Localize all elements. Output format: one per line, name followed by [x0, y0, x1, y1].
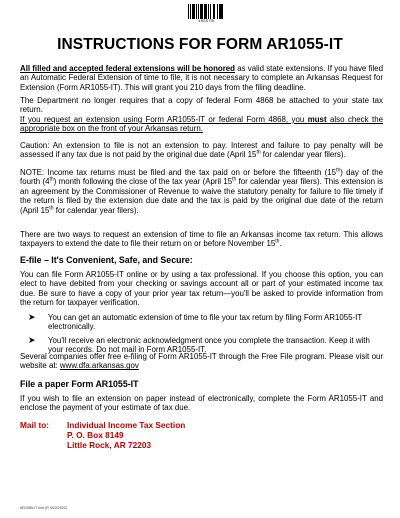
paper-paragraph: If you wish to file an extension on paper instead of electronically, complete the Form AR1055-IT and enclose the payment of your estimate of tax due. — [20, 394, 383, 413]
caution-paragraph: Caution: An extension to file is not an extension to pay. Interest and failure to pay penalty will be assessed if any tax due is not paid by the original due date (April 15th for calendar year filers). — [20, 141, 383, 160]
address-line: P. O. Box 8149 — [67, 430, 124, 440]
check-box-paragraph — [20, 115, 383, 134]
efile-paragraph: You can file Form AR1055-IT online or by using a tax professional. If you choose this option, you can elect to have debited from your checking or savings account all or part of your estimated income tax due. Be sure to have a copy of your prior year tax return—you'll be asked to provide information from the return for taxpayer verification. — [20, 270, 383, 308]
mail-address-lines — [67, 420, 267, 450]
extensions-honored-text: as valid state extensions. If you have filed an Automatic Federal Extension of time to file, it is not necessary to complete an Arkansas Request for Extension (Form AR1055-IT). This will grant you 210 days from the filing deadline. — [20, 64, 383, 92]
barcode-bar — [223, 4, 224, 19]
barcode-bars — [176, 4, 236, 19]
efile-heading: E-file – It's Convenient, Safe, and Secure: — [20, 255, 193, 265]
website-link[interactable]: www.dfa.arkansas.gov — [59, 361, 139, 371]
address-line: Individual Income Tax Section — [67, 420, 186, 430]
page-title: INSTRUCTIONS FOR FORM AR1055-IT — [57, 36, 343, 53]
paper-heading: File a paper Form AR1055-IT — [20, 379, 139, 389]
note-paragraph: NOTE: Income tax returns must be filed and the tax paid on or before the fifteenth (15th) day of the fourth (4th) month following the close of the tax year (April 15th for calendar year filers). This extension is an agreement by the Commissioner of Revenue to waive the statutory penalty for failure to file timely if the return is filed by the extension due date and the tax is paid by the original due date of the return (April 15th for calendar year filers). — [20, 167, 383, 215]
check-box-text-pre: If you request an extension using Form AR1055-IT or federal Form 4868, you — [20, 115, 308, 124]
extensions-honored-emphasis: All filled and accepted federal extensions will be honored — [20, 64, 236, 73]
barcode-number: 1055TB — [197, 20, 215, 24]
two-ways-paragraph: There are two ways to request an extension of time to file an Arkansas income tax return. This allows taxpayers to extend the date to file their return on or before November 15th. — [20, 230, 383, 249]
mail-to-label: Mail to: — [20, 420, 50, 430]
form-4868-paragraph: The Department no longer requires that a copy of federal Form 4868 be attached to your state tax return. — [20, 96, 383, 115]
address-line: Little Rock, AR 72203 — [67, 440, 152, 450]
form-footer-code: AR1055-IT Inst (R 9/22/2022) — [20, 506, 68, 510]
barcode — [176, 4, 236, 25]
must-emphasis: must — [307, 115, 327, 124]
bullet-text: You'll receive an electronic acknowledgment once you complete the transaction. Keep it with your records. Do not mail in Form AR1055-IT. — [48, 335, 370, 355]
bullet-text: You can get an automatic extension of time to file your tax return by filing Form AR1055-IT electronically. — [48, 313, 363, 332]
check-box-text-post: also check the appropriate box on the front of your Arkansas return. — [20, 115, 383, 134]
free-file-text: Several companies offer free e-filing of Form AR1055-IT through the Free File program. Please visit our website at: — [20, 352, 383, 371]
arrow-bullet-icon: ➤ — [28, 312, 36, 322]
extensions-honored-paragraph — [20, 64, 383, 92]
free-file-paragraph — [20, 352, 383, 371]
arrow-bullet-icon: ➤ — [28, 334, 36, 345]
bullet-item — [20, 313, 383, 332]
